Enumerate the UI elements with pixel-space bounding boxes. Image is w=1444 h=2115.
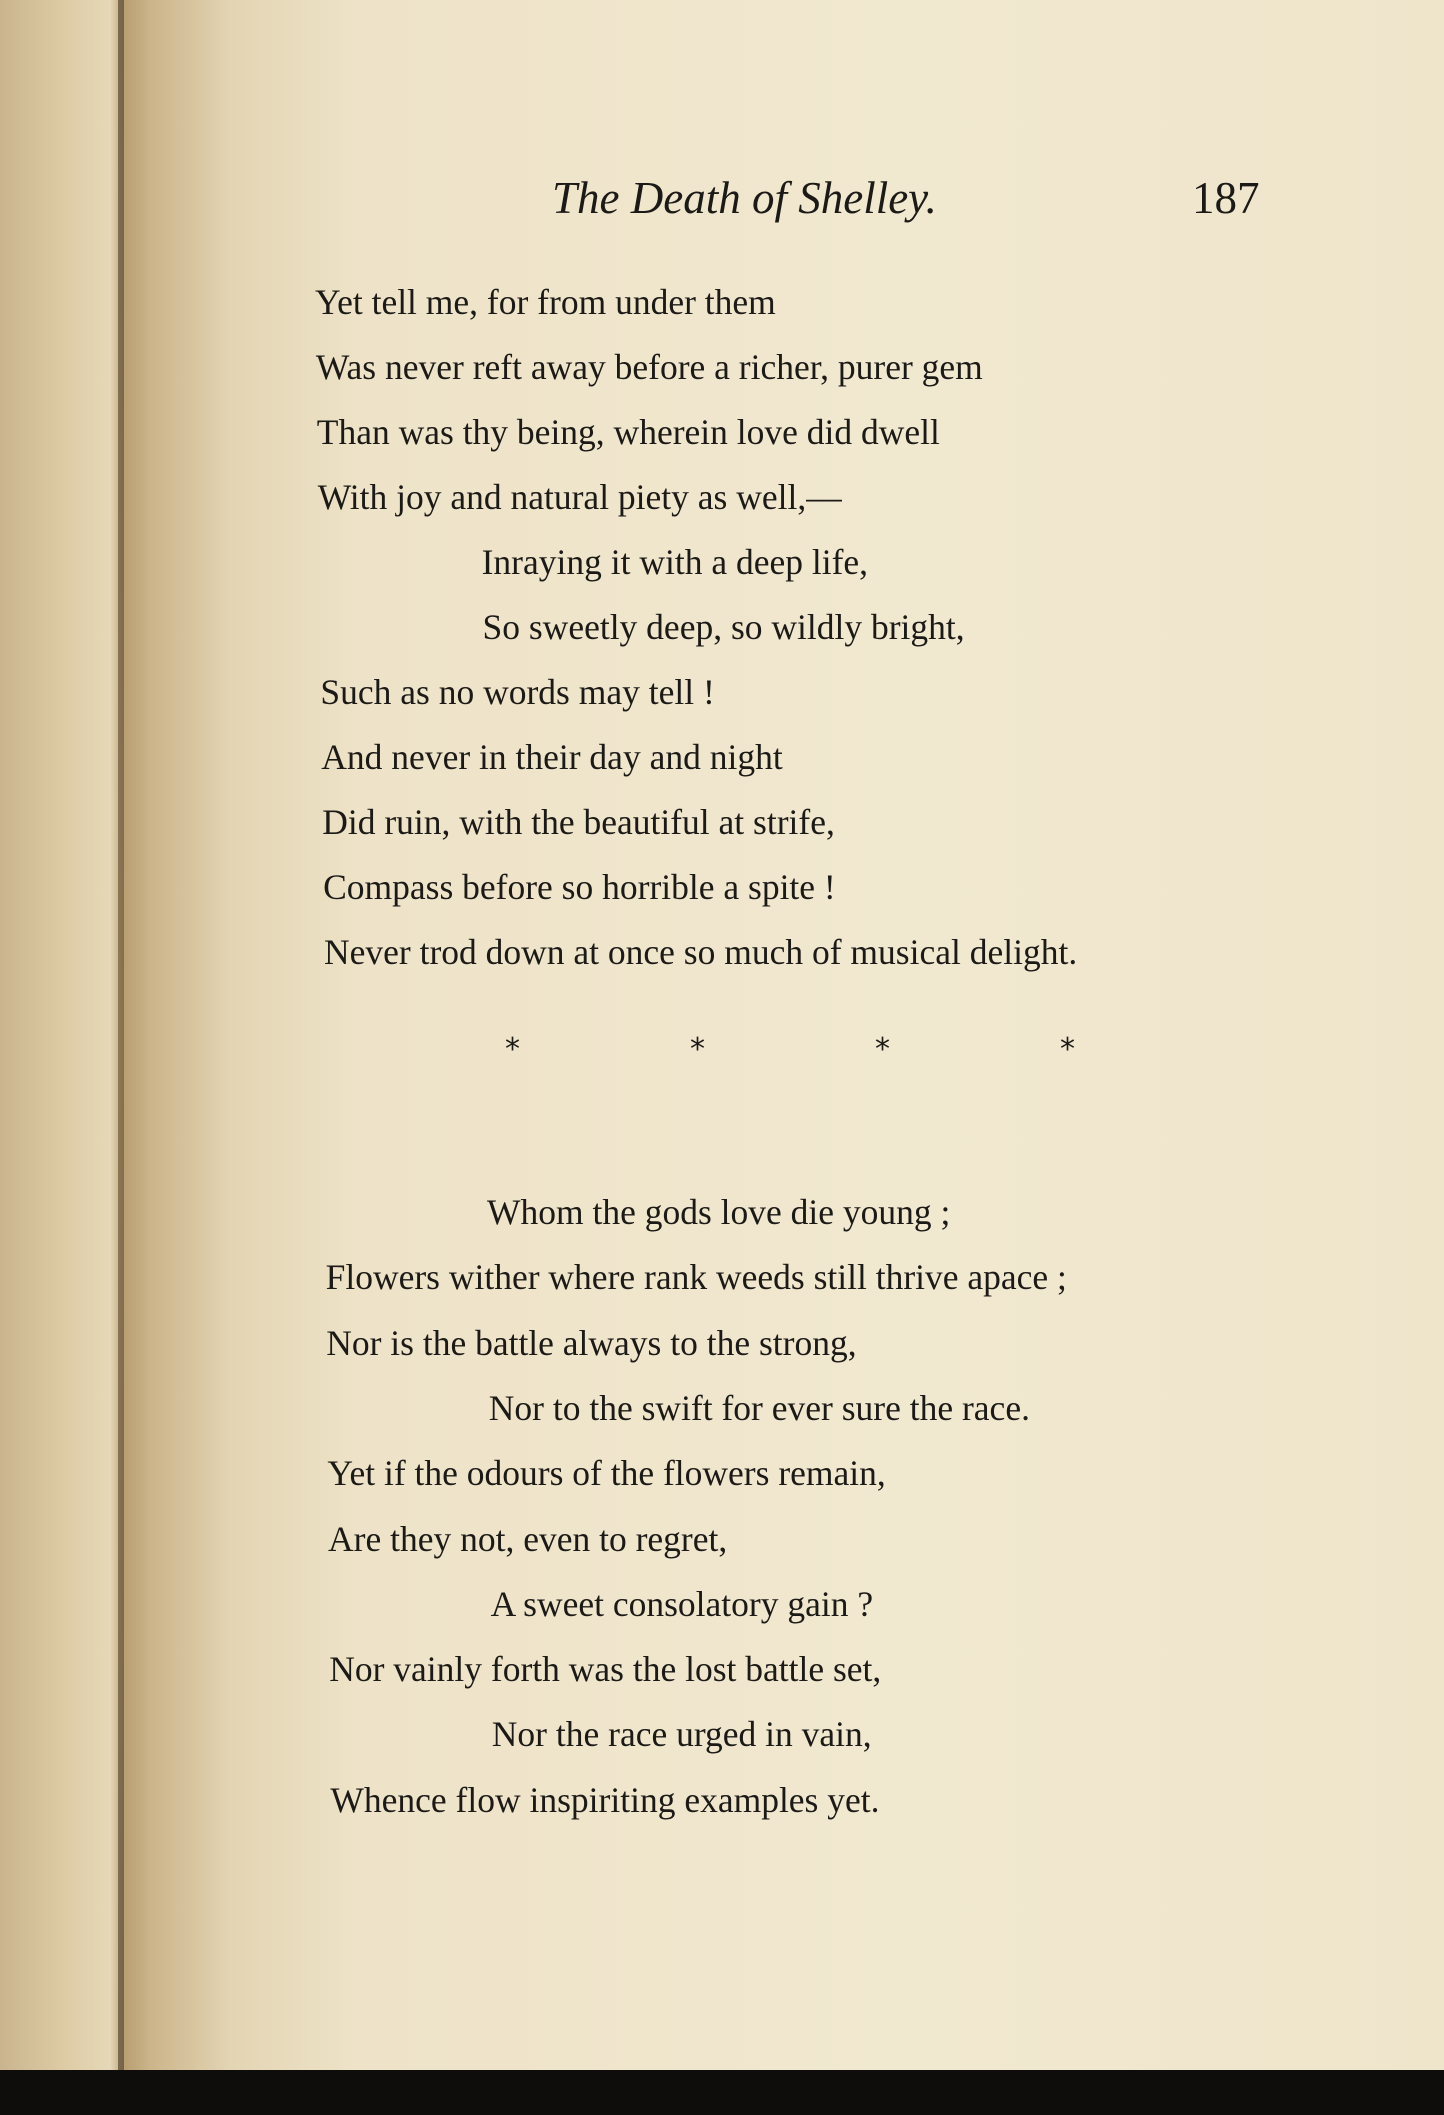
page-gutter <box>118 0 124 2070</box>
separator-star: * <box>1060 1032 1075 1067</box>
separator-star: * <box>505 1032 520 1067</box>
poem-line: Nor to the swift for ever sure the race. <box>488 1387 1030 1428</box>
poem-line: Such as no words may tell ! <box>320 672 715 712</box>
running-title: The Death of Shelley. <box>552 173 937 223</box>
poem-line: Than was thy being, wherein love did dwell <box>316 412 940 452</box>
poem-line: Never trod down at once so much of musical delight. <box>324 932 1078 972</box>
poem-line: Did ruin, with the beautiful at strife, <box>322 802 835 842</box>
poem-line: Compass before so horrible a spite ! <box>323 867 836 907</box>
poem-line: So sweetly deep, so wildly bright, <box>482 607 965 647</box>
poem-line: Whom the gods love die young ; <box>487 1192 951 1232</box>
scan-edge <box>0 2070 1444 2115</box>
page-number: 187 <box>1192 173 1260 223</box>
poem-line: Inraying it with a deep life, <box>481 542 869 582</box>
section-separator <box>505 1032 1075 1067</box>
poem-line: Are they not, even to regret, <box>328 1518 728 1559</box>
poem-line: Nor is the battle always to the strong, <box>326 1322 857 1363</box>
poem-line: Was never reft away before a richer, purer gem <box>315 347 983 387</box>
poem-line: With joy and natural piety as well,— <box>317 477 842 517</box>
separator-star: * <box>875 1032 890 1067</box>
poem-line: And never in their day and night <box>321 737 783 777</box>
poem-line: Flowers wither where rank weeds still thrive apace ; <box>325 1257 1067 1298</box>
poem-line: A sweet consolatory gain ? <box>490 1583 874 1624</box>
separator-star: * <box>690 1032 705 1067</box>
poem-line: Yet if the odours of the flowers remain, <box>327 1453 886 1494</box>
poem-line: Nor vainly forth was the lost battle set, <box>329 1649 882 1690</box>
poem-line: Yet tell me, for from under them <box>315 282 776 322</box>
poem-line: Nor the race urged in vain, <box>491 1714 872 1755</box>
poem-line: Whence flow inspiriting examples yet. <box>330 1779 880 1820</box>
